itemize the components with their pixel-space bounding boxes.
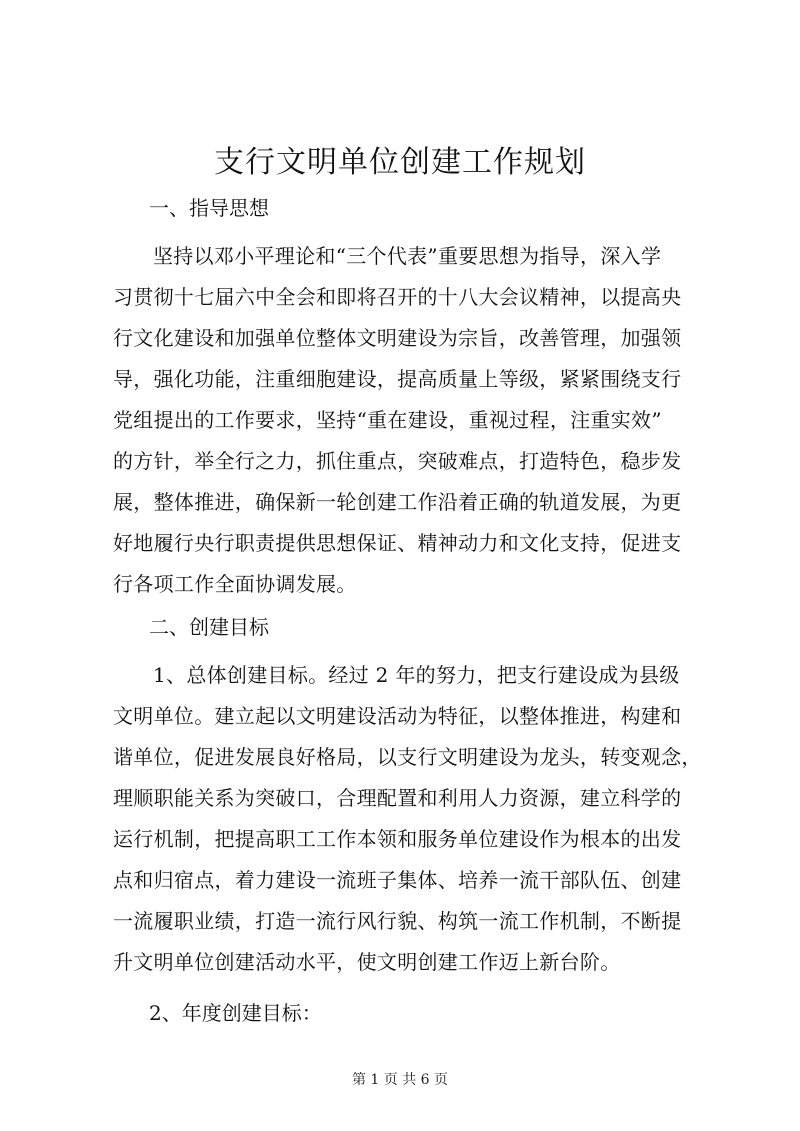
paragraph-line: 导，强化功能，注重细胞建设，提高质量上等级，紧紧围绕支行 — [113, 367, 682, 391]
paragraph-line: 习贯彻十七届六中全会和即将召开的十八大会议精神，以提高央 — [113, 285, 682, 309]
paragraph-line: 运行机制，把提高职工工作本领和服务单位建设作为根本的出发 — [113, 827, 682, 851]
paragraph-line: 行文化建设和加强单位整体文明建设为宗旨，改善管理，加强领 — [113, 326, 682, 350]
paragraph-line: 点和归宿点，着力建设一流班子集体、培养一流干部队伍、创建 — [113, 868, 682, 892]
section-heading-guiding-ideology: 一、指导思想 — [149, 196, 269, 220]
document-title: 支行文明单位创建工作规划 — [214, 145, 586, 180]
paragraph-line: 文明单位。建立起以文明建设活动为特征，以整体推进，构建和 — [113, 704, 682, 728]
paragraph-line: 谐单位，促进发展良好格局，以支行文明建设为龙头，转变观念， — [113, 745, 702, 769]
page-number-footer: 第 1 页 共 6 页 — [351, 1072, 449, 1088]
paragraph-line: 的方针，举全行之力，抓住重点，突破难点，打造特色，稳步发 — [113, 449, 682, 473]
paragraph-line: 行各项工作全面协调发展。 — [113, 572, 357, 596]
paragraph-line: 升文明单位创建活动水平，使文明创建工作迈上新台阶。 — [113, 950, 621, 974]
paragraph-line: 党组提出的工作要求，坚持“重在建设，重视过程，注重实效” — [113, 408, 662, 432]
sub-item-annual-goals: 2、年度创建目标： — [149, 1001, 322, 1025]
document-body — [113, 186, 703, 1035]
paragraph-line: 坚持以邓小平理论和“三个代表”重要思想为指导，深入学 — [153, 244, 662, 268]
paragraph-line: 一流履职业绩，打造一流行风行貌、构筑一流工作机制，不断提 — [113, 909, 682, 933]
section-heading-creation-goals: 二、创建目标 — [149, 615, 269, 639]
paragraph-line: 1、总体创建目标。经过 2 年的努力，把支行建设成为县级 — [153, 663, 680, 687]
section-paragraph-creation-goals — [113, 655, 703, 983]
section-paragraph-guiding-ideology — [113, 236, 703, 605]
paragraph-line: 理顺职能关系为突破口，合理配置和利用人力资源，建立科学的 — [113, 786, 682, 810]
paragraph-line: 好地履行央行职责提供思想保证、精神动力和文化支持，促进支 — [113, 531, 682, 555]
paragraph-line: 展，整体推进，确保新一轮创建工作沿着正确的轨道发展，为更 — [113, 490, 682, 514]
